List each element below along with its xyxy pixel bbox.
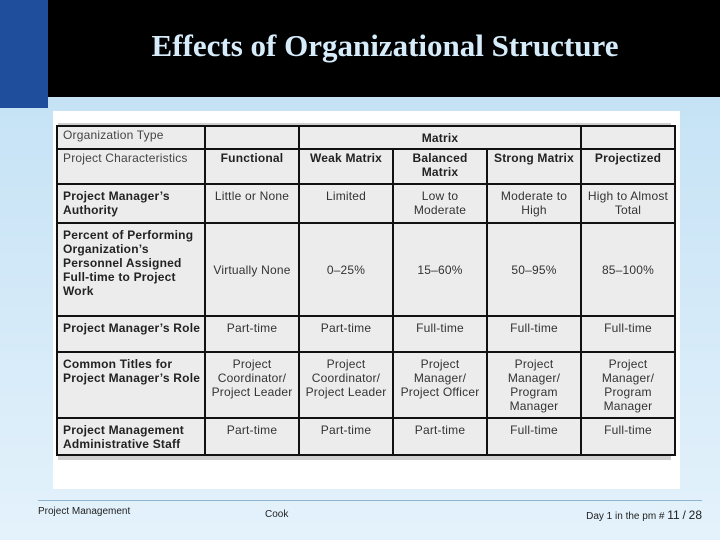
table-cell: Little or None: [206, 185, 298, 222]
header-blank-functional: [206, 127, 298, 148]
table-cell: Full-time: [582, 419, 674, 454]
accent-block: [0, 0, 48, 108]
footer-divider: [38, 500, 702, 501]
row-label-role: Project Manager’s Role: [58, 317, 204, 351]
table-cell: Moderate to High: [488, 185, 580, 222]
footer-page-prefix: Day 1 in the pm #: [586, 511, 665, 522]
header-blank-projectized: [582, 127, 674, 148]
project-characteristics-label: Project Characteristics: [58, 150, 204, 183]
table-cell: High to Almost Total: [582, 185, 674, 222]
table-cell: Full-time: [488, 317, 580, 351]
table-cell: Full-time: [582, 317, 674, 351]
table-cell: Full-time: [488, 419, 580, 454]
table-cell: Limited: [300, 185, 392, 222]
table-cell: Project Manager/ Program Manager: [488, 353, 580, 417]
table-cell: 0–25%: [300, 224, 392, 315]
column-header-strong-matrix: Strong Matrix: [488, 150, 580, 183]
table-row: [58, 185, 674, 222]
table-row: [58, 317, 674, 351]
table-row: [58, 353, 674, 417]
row-label-admin-staff: Project Management Administrative Staff: [58, 419, 204, 454]
org-type-label: Organization Type: [58, 127, 204, 148]
table-cell: Project Coordinator/ Project Leader: [300, 353, 392, 417]
table-cell: Part-time: [206, 419, 298, 454]
table-cell: Virtually None: [206, 224, 298, 315]
table-cell: Project Coordinator/ Project Leader: [206, 353, 298, 417]
table-cell: Low to Moderate: [394, 185, 486, 222]
table-cell: Project Manager/ Program Manager: [582, 353, 674, 417]
footer-course-name: Project Management: [38, 506, 131, 517]
table-row: [58, 224, 674, 315]
footer-page-info: [586, 508, 702, 522]
table-cell: Full-time: [394, 317, 486, 351]
table-cell: 85–100%: [582, 224, 674, 315]
organization-structure-table: [56, 125, 676, 456]
table-cell: Part-time: [300, 317, 392, 351]
column-header-balanced-matrix: Balanced Matrix: [394, 150, 486, 183]
table-cell: 50–95%: [488, 224, 580, 315]
column-header-functional: Functional: [206, 150, 298, 183]
table-cell: Project Manager/ Project Officer: [394, 353, 486, 417]
column-header-projectized: Projectized: [582, 150, 674, 183]
table-cell: Part-time: [206, 317, 298, 351]
matrix-header: Matrix: [300, 127, 580, 148]
row-label-authority: Project Manager’s Authority: [58, 185, 204, 222]
table-cell: Part-time: [394, 419, 486, 454]
footer-author: Cook: [265, 509, 289, 520]
column-header-weak-matrix: Weak Matrix: [300, 150, 392, 183]
footer-page-total: 28: [688, 508, 702, 522]
row-label-personnel: Percent of Performing Organization’s Personnel Assigned Full-time to Project Work: [58, 224, 204, 315]
footer-page-separator: /: [682, 508, 686, 522]
table-cell: 15–60%: [394, 224, 486, 315]
table-cell: Part-time: [300, 419, 392, 454]
slide-title: Effects of Organizational Structure: [151, 28, 619, 63]
row-label-titles: Common Titles for Project Manager’s Role: [58, 353, 204, 417]
table-row: [58, 419, 674, 454]
footer-page-current: 11: [667, 508, 680, 522]
